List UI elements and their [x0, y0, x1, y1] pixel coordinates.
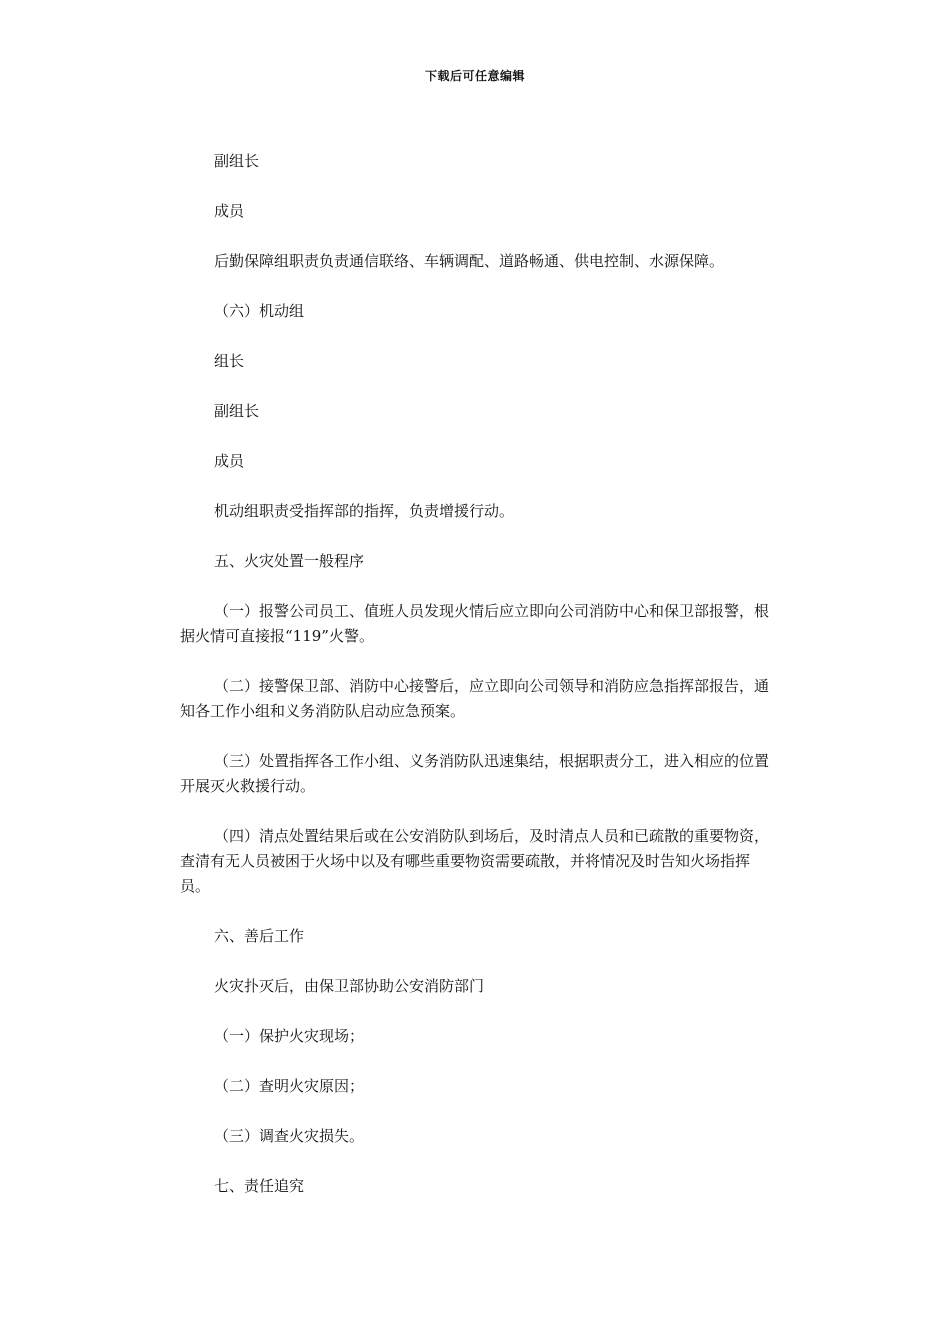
- paragraph-deputy-leader-1: 副组长: [214, 152, 260, 170]
- paragraph-count: （四）清点处置结果后或在公安消防队到场后，及时清点人员和已疏散的重要物资，查清有无人员被困于火场中以及有哪些重要物资需要疏散，并将情况及时告知火场指挥员。: [180, 827, 770, 895]
- section-heading-6: 六、善后工作: [214, 927, 305, 945]
- section-heading-7: 七、责任追究: [214, 1177, 305, 1195]
- paragraph-protect-scene: （一）保护火灾现场；: [214, 1027, 365, 1045]
- paragraph-mobile-group-heading: （六）机动组: [214, 302, 305, 320]
- paragraph-mobile-group-duty: 机动组职责受指挥部的指挥，负责增援行动。: [214, 502, 515, 520]
- paragraph-command: （三）处置指挥各工作小组、义务消防队迅速集结，根据职责分工，进入相应的位置开展灭火救援行动。: [180, 752, 770, 795]
- paragraph-receive-alarm: （二）接警保卫部、消防中心接警后，应立即向公司领导和消防应急指挥部报告，通知各工作小组和义务消防队启动应急预案。: [180, 677, 770, 720]
- paragraph-leader: 组长: [214, 352, 245, 370]
- paragraph-aftermath-intro: 火灾扑灭后，由保卫部协助公安消防部门: [214, 977, 485, 995]
- page-header: 下载后可任意编辑: [424, 69, 525, 83]
- paragraph-investigate-loss: （三）调查火灾损失。: [214, 1127, 365, 1145]
- paragraph-members-2: 成员: [214, 452, 245, 470]
- section-heading-5: 五、火灾处置一般程序: [214, 552, 365, 570]
- paragraph-alarm: （一）报警公司员工、值班人员发现火情后应立即向公司消防中心和保卫部报警，根据火情可直接报“119”火警。: [180, 602, 770, 645]
- paragraph-find-cause: （二）查明火灾原因；: [214, 1077, 365, 1095]
- paragraph-logistics-duty: 后勤保障组职责负责通信联络、车辆调配、道路畅通、供电控制、水源保障。: [214, 252, 725, 270]
- paragraph-members-1: 成员: [214, 202, 245, 220]
- paragraph-deputy-leader-2: 副组长: [214, 402, 260, 420]
